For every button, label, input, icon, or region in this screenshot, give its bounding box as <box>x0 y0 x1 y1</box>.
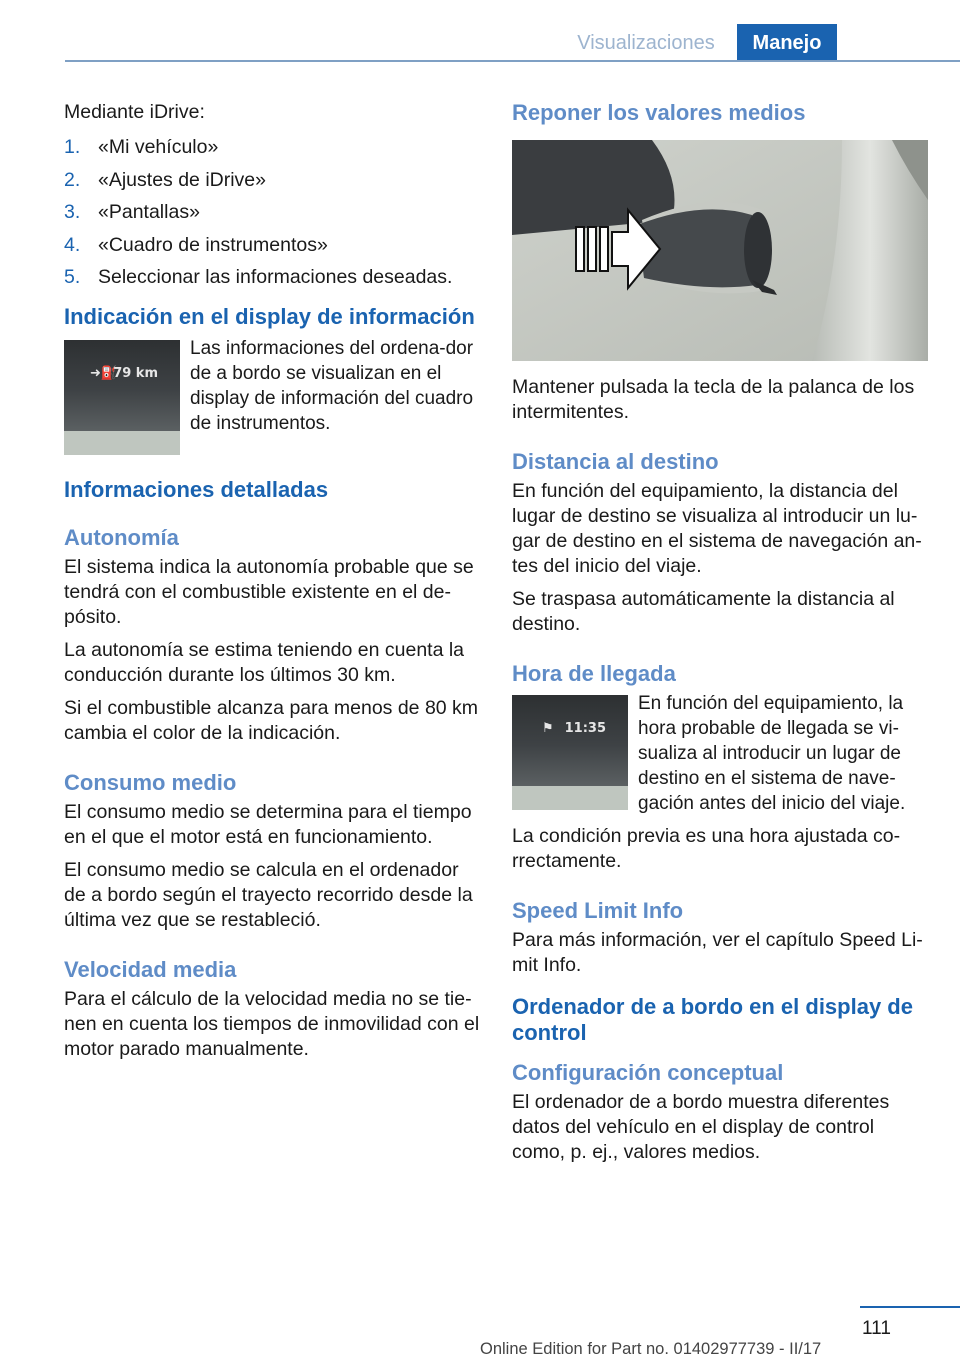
section-tab: Visualizaciones <box>577 32 715 54</box>
header-rule <box>65 60 960 62</box>
page-header <box>0 0 960 64</box>
range-paragraph: La autonomía se estima teniendo en cuenta la conducción durante los últimos 30 km. <box>64 639 465 686</box>
distance-paragraph: En función del equipamiento, la distancia del lugar de destino se visualiza al introducir un lu‐gar de destino en el sistema de navegación an‐tes del inicio del viaje. <box>512 480 922 577</box>
details-heading: Informaciones detalladas <box>64 477 329 502</box>
distance-paragraph: Se traspasa automáticamente la distancia al destino. <box>512 588 895 635</box>
arrival-figure <box>512 695 628 810</box>
sli-heading: Speed Limit Info <box>512 898 684 923</box>
step-text: «Ajustes de iDrive» <box>98 168 266 191</box>
step-number: 1. <box>64 136 81 158</box>
right-column <box>512 100 928 1173</box>
arrival-time-value: 11:35 <box>564 721 606 736</box>
range-paragraph: El sistema indica la autonomía probable que se tendrá con el combustible existente en el de‐pósito. <box>64 556 474 628</box>
reset-text: Mantener pulsada la tecla de la palanca de los intermitentes. <box>512 376 915 423</box>
step-number: 3. <box>64 201 81 223</box>
speed-paragraph: Para el cálculo de la velocidad media no se tie‐nen en cuenta los tiempos de inmovilidad con el motor parado manualmente. <box>64 988 480 1060</box>
concept-text: El ordenador de a bordo muestra diferentes datos del vehículo en el display de control como, p. ej., valores medios. <box>512 1091 890 1163</box>
list-item <box>64 265 480 290</box>
edition-text: Online Edition for Part no. 01402977739 - II/17 <box>480 1340 822 1358</box>
display-figure <box>64 340 180 455</box>
list-item <box>64 168 480 193</box>
consumption-heading: Consumo medio <box>64 770 237 795</box>
step-number: 2. <box>64 168 81 191</box>
step-text: «Pantallas» <box>98 201 200 223</box>
range-value: 79 km <box>113 366 158 381</box>
consumption-paragraph: El consumo medio se determina para el tiempo en el que el motor está en funcionamiento. <box>64 801 472 848</box>
step-number: 5. <box>64 266 81 288</box>
page-number: 111 <box>862 1318 891 1339</box>
list-item <box>64 200 480 225</box>
left-column <box>64 100 480 1070</box>
consumption-paragraph: El consumo medio se calcula en el ordenador de a bordo según el trayecto recorrido desde la última vez que se restableció. <box>64 859 473 931</box>
display-text: Las informaciones del ordena‐dor de a bordo se visualizan en el display de información del cuadro de instrumentos. <box>190 338 474 434</box>
lever-illustration <box>512 140 928 361</box>
chapter-tab: Manejo <box>737 24 837 62</box>
fuel-pump-icon: ➜⛽ <box>90 366 118 381</box>
arrival-text: En función del equipamiento, la hora probable de llegada se vi‐sualiza al introducir un lugar de destino en el sistema de nave‐gación antes del inicio del viaje. <box>638 693 906 814</box>
flag-icon: ⚑ <box>542 721 554 736</box>
intro-text: Mediante iDrive: <box>64 101 205 123</box>
distance-heading: Distancia al destino <box>512 449 719 474</box>
concept-heading: Configuración conceptual <box>512 1060 784 1085</box>
speed-heading: Velocidad media <box>64 957 237 982</box>
turn-signal-lever-image <box>512 140 928 361</box>
footer-rule <box>860 1306 960 1308</box>
arrival-paragraph: La condición previa es una hora ajustada co‐rrectamente. <box>512 825 901 872</box>
steps-list <box>64 135 480 290</box>
list-item <box>64 135 480 160</box>
list-item <box>64 233 480 258</box>
step-text: Seleccionar las informaciones deseadas. <box>98 266 453 288</box>
range-paragraph: Si el combustible alcanza para menos de 80 km cambia el color de la indicación. <box>64 697 479 744</box>
arrival-heading: Hora de llegada <box>512 661 676 686</box>
reset-heading: Reponer los valores medios <box>512 100 806 125</box>
step-text: «Cuadro de instrumentos» <box>98 233 328 256</box>
sli-text: Para más información, ver el capítulo Speed Li‐mit Info. <box>512 929 923 976</box>
step-number: 4. <box>64 233 81 256</box>
range-heading: Autonomía <box>64 525 179 550</box>
control-heading: Ordenador de a bordo en el display de control <box>512 994 913 1045</box>
display-heading: Indicación en el display de información <box>64 304 475 329</box>
step-text: «Mi vehículo» <box>98 136 219 158</box>
